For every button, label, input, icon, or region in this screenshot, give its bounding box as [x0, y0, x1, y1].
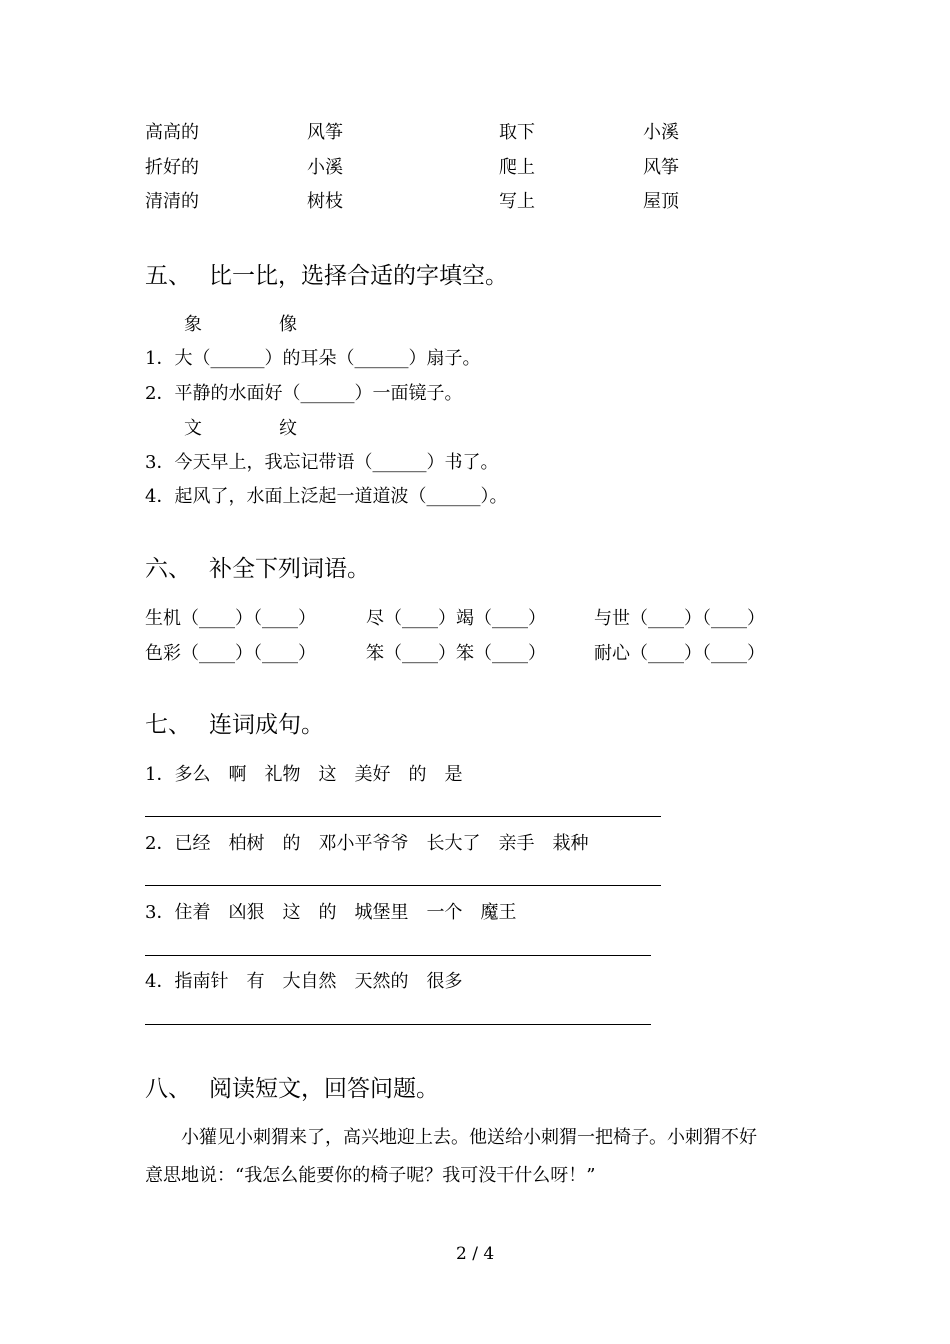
reading-paragraph-line: 意思地说：“我怎么能要你的椅子呢？我可没干什么呀！” — [145, 1165, 596, 1186]
idiom-blank: 耐心（____）（____） — [594, 643, 765, 664]
match-word: 折好的 — [145, 157, 199, 178]
match-word: 爬上 — [499, 157, 535, 178]
reading-paragraph-line: 小獾见小刺猬来了，高兴地迎上去。他送给小刺猬一把椅子。小刺猬不好 — [181, 1127, 757, 1148]
answer-line[interactable] — [145, 816, 661, 817]
section-title: 阅读短文，回答问题。 — [209, 1076, 439, 1102]
match-word: 小溪 — [307, 157, 343, 178]
match-word: 清清的 — [145, 191, 199, 212]
word-order-item: 2．已经 柏树 的 邓小平爷爷 长大了 亲手 栽种 — [145, 833, 589, 854]
char-option: 文 — [184, 418, 202, 439]
answer-line[interactable] — [145, 885, 661, 886]
idiom-blank: 生机（____）（____） — [145, 608, 316, 629]
fill-question: 2．平静的水面好（______）一面镜子。 — [145, 383, 463, 404]
idiom-blank: 笨（____）笨（____） — [366, 643, 546, 664]
idiom-blank: 色彩（____）（____） — [145, 643, 316, 664]
match-word: 小溪 — [643, 122, 679, 143]
answer-line[interactable] — [145, 955, 651, 956]
match-word: 取下 — [499, 122, 535, 143]
match-word: 风筝 — [643, 157, 679, 178]
section-number: 五、 — [145, 263, 191, 289]
answer-line[interactable] — [145, 1024, 651, 1025]
char-option: 像 — [279, 314, 297, 335]
page-number: 2 / 4 — [456, 1244, 495, 1264]
match-word: 风筝 — [307, 122, 343, 143]
fill-question: 3．今天早上，我忘记带语（______）书了。 — [145, 452, 499, 473]
match-word: 屋顶 — [643, 191, 679, 212]
word-order-item: 1．多么 啊 礼物 这 美好 的 是 — [145, 764, 463, 785]
section-number: 七、 — [145, 712, 191, 738]
match-word: 高高的 — [145, 122, 199, 143]
char-option: 纹 — [279, 418, 297, 439]
section-number: 六、 — [145, 556, 191, 582]
section-number: 八、 — [145, 1076, 191, 1102]
word-order-item: 3．住着 凶狠 这 的 城堡里 一个 魔王 — [145, 902, 517, 923]
fill-question: 1．大（______）的耳朵（______）扇子。 — [145, 348, 481, 369]
section-title: 连词成句。 — [209, 712, 324, 738]
section-title: 比一比，选择合适的字填空。 — [209, 263, 508, 289]
match-word: 树枝 — [307, 191, 343, 212]
match-word: 写上 — [499, 191, 535, 212]
idiom-blank: 与世（____）（____） — [594, 608, 765, 629]
word-order-item: 4．指南针 有 大自然 天然的 很多 — [145, 971, 463, 992]
char-option: 象 — [184, 314, 202, 335]
fill-question: 4．起风了，水面上泛起一道道波（______）。 — [145, 486, 508, 507]
idiom-blank: 尽（____）竭（____） — [366, 608, 546, 629]
section-title: 补全下列词语。 — [209, 556, 370, 582]
